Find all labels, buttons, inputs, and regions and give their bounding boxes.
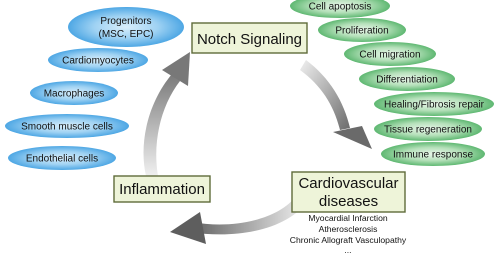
process-label: Proliferation — [335, 25, 389, 37]
cell-type-pill — [68, 7, 184, 47]
process-label: Differentiation — [376, 74, 438, 86]
disease-item: Myocardial Infarction — [308, 213, 388, 223]
cell-type-label: Macrophages — [43, 88, 105, 100]
notch-signaling-node — [192, 23, 307, 53]
cell-type-pill — [8, 146, 116, 170]
cell-type-pill — [5, 114, 129, 138]
cell-type-list — [5, 7, 184, 170]
process-label: Tissue regeneration — [383, 124, 473, 136]
disease-item: Chronic Allograft Vasculopathy — [289, 235, 407, 245]
arrow-head-inflammation — [170, 212, 206, 244]
cardiovascular-label-line1: Cardiovascular — [298, 175, 399, 192]
process-pill — [359, 67, 455, 91]
cell-type-label: (MSC, EPC) — [98, 29, 154, 40]
disease-examples — [290, 213, 407, 255]
cell-type-label: Cardiomyocytes — [62, 55, 134, 67]
process-label: Immune response — [392, 149, 474, 161]
inflammation-node — [114, 176, 210, 202]
process-pill — [290, 0, 390, 18]
arrow-inflammation-to-notch — [144, 74, 180, 176]
disease-item: ... — [344, 245, 352, 255]
cell-type-label: Progenitors — [100, 16, 152, 27]
arrow-head-cardio — [333, 126, 372, 149]
arrow-notch-to-cardio — [300, 60, 350, 130]
cardiovascular-label-line2: diseases — [318, 193, 379, 210]
cell-type-label: Endothelial cells — [25, 153, 99, 165]
cell-type-pill — [48, 48, 148, 72]
notch-signaling-label: Notch Signaling — [196, 31, 303, 48]
process-pill — [381, 142, 485, 166]
disease-item: Atherosclerosis — [318, 224, 378, 234]
cell-type-label: Smooth muscle cells — [21, 121, 113, 133]
process-pill — [344, 42, 436, 66]
process-pill — [374, 117, 482, 141]
process-label: Cell apoptosis — [308, 1, 372, 13]
process-label: Healing/Fibrosis repair — [383, 99, 485, 111]
cardiovascular-diseases-node — [292, 172, 405, 212]
process-pill — [374, 92, 494, 116]
cell-type-pill — [30, 81, 118, 105]
process-pill — [318, 18, 406, 42]
inflammation-label: Inflammation — [119, 181, 205, 198]
process-label: Cell migration — [359, 49, 421, 61]
